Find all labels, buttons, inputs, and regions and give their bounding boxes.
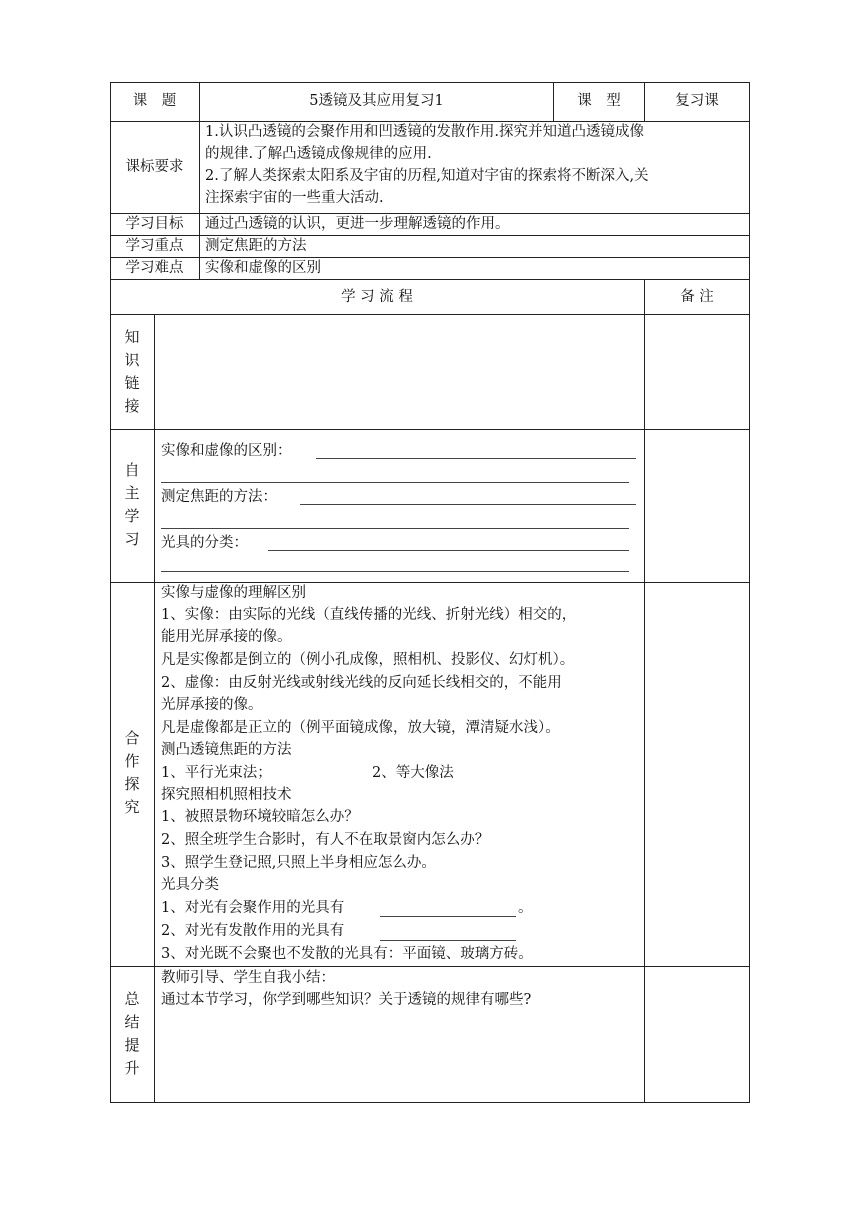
summary-line-2: 通过本节学习，你学到哪些知识？关于透镜的规律有哪些? [161,992,532,1008]
self-study-q3: 光具的分类： [161,535,248,551]
focus-label: 学习重点 [125,238,184,254]
answer-blank [161,482,629,483]
self-study-q1: 实像和虚像的区别： [161,443,292,459]
answer-blank [316,458,636,459]
explore-line: 3、对光既不会聚也不发散的光具有：平面镜、玻璃方砖。 [161,946,533,962]
goal-label: 学习目标 [125,216,184,232]
explore-period: 。 [518,900,533,916]
topic-label: 课 题 [132,93,177,109]
explore-line: 凡是实像都是倒立的（例小孔成像，照相机、投影仪、幻灯机）。 [161,652,575,668]
explore-method-2: 2、等大像法 [372,765,454,781]
table-border-top [110,82,750,83]
focus-value: 测定焦距的方法 [205,238,307,254]
col-divider [644,279,645,1102]
difficulty-label: 学习难点 [125,260,184,276]
explore-line: 2、虚像：由反射光线或射线光线的反向延长线相交的，不能用 [161,675,562,691]
standards-label: 课标要求 [125,159,184,175]
difficulty-value: 实像和虚像的区别 [205,260,321,276]
explore-label: 合 作 探 究 [124,729,140,816]
table-border-bottom [110,1102,750,1103]
knowledge-label: 知 识 链 接 [124,328,140,415]
answer-blank [161,571,629,572]
answer-blank [268,550,629,551]
self-study-q2: 测定焦距的方法： [161,489,277,505]
explore-line: 实像与虚像的理解区别 [161,585,306,601]
answer-blank [380,940,516,941]
lesson-plan-table [110,82,750,1103]
standards-line-2: 的规律.了解凸透镜成像规律的应用. [205,146,432,162]
explore-line: 光屏承接的像。 [161,697,263,713]
topic-value: 5透镜及其应用复习1 [309,93,444,109]
type-label: 课 型 [577,93,621,109]
standards-line-4: 注探索宇宙的一些重大活动. [205,190,384,206]
standards-line-1: 1.认识凸透镜的会聚作用和凹透镜的发散作用.探究并知道凸透镜成像 [205,124,644,140]
explore-line: 1、对光有会聚作用的光具有 [161,900,345,916]
row-divider [110,314,750,315]
flow-process-heading: 学 习 流 程 [341,289,413,305]
explore-line: 探究照相机照相技术 [161,787,292,803]
explore-line: 3、照学生登记照,只照上半身相应怎么办。 [161,855,436,871]
goal-value: 通过凸透镜的认识，更进一步理解透镜的作用。 [205,216,510,232]
row-divider [110,966,750,967]
explore-line: 光具分类 [161,877,219,893]
summary-line-1: 教师引导、学生自我小结： [161,970,335,986]
table-border-right [749,82,750,1103]
col-divider [154,314,155,1102]
explore-line: 1、实像：由实际的光线（直线传播的光线、折射光线）相交的， [161,607,577,623]
explore-line: 2、对光有发散作用的光具有 [161,923,345,939]
self-study-label: 自 主 学 习 [124,461,140,548]
standards-line-3: 2.了解人类探索太阳系及宇宙的历程,知道对宇宙的探索将不断深入,关 [205,168,649,184]
explore-line: 能用光屏承接的像。 [161,629,292,645]
row-divider [110,429,750,430]
answer-blank [161,528,629,529]
explore-line: 凡是虚像都是正立的（例平面镜成像，放大镜，潭清疑水浅）。 [161,720,560,736]
answer-blank [300,504,636,505]
explore-line: 1、被照景物环境较暗怎么办？ [161,809,359,825]
explore-line: 1、平行光束法； [161,765,272,781]
explore-line: 2、照全班学生合影时，有人不在取景窗内怎么办？ [161,832,490,848]
answer-blank [380,916,516,917]
row-divider [110,279,750,280]
explore-line: 测凸透镜焦距的方法 [161,742,292,758]
type-value: 复习课 [675,93,719,109]
flow-notes-heading: 备 注 [680,289,714,305]
summary-label: 总 结 提 升 [124,990,140,1077]
